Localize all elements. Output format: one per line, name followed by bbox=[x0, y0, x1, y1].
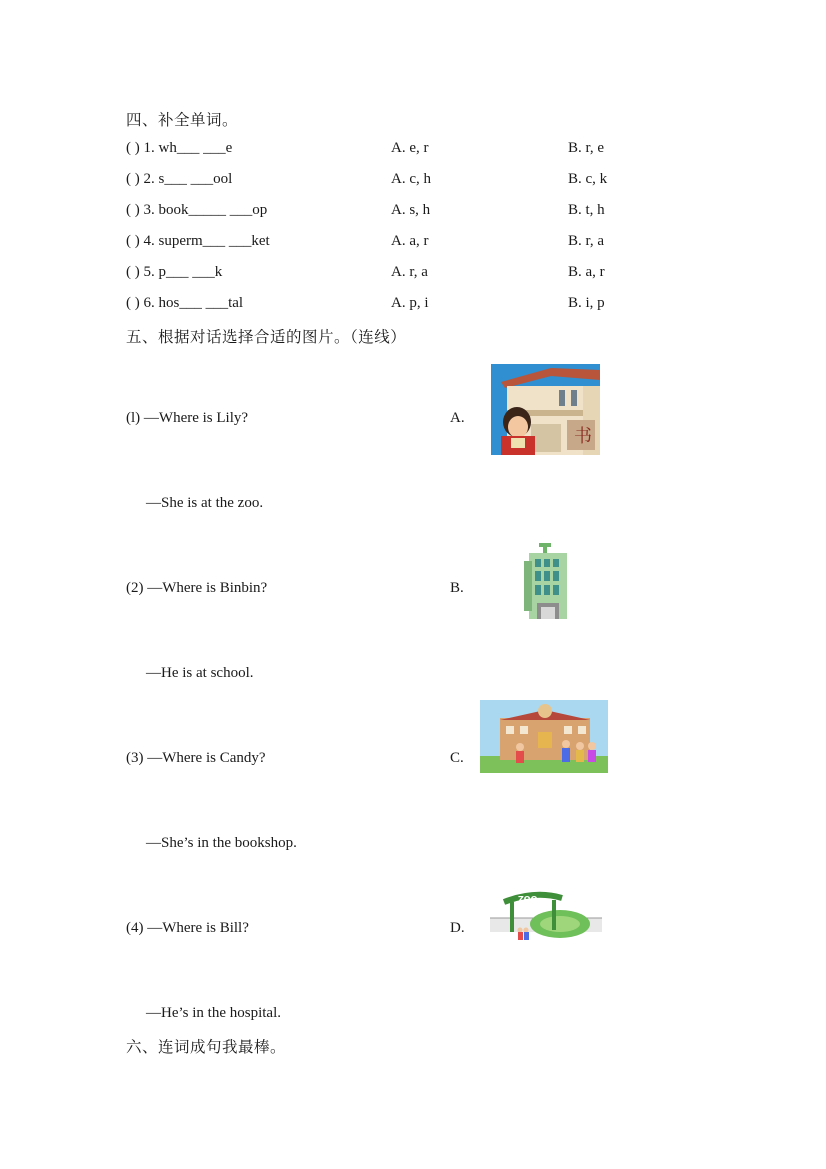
dialog-question: (l) —Where is Lily? bbox=[126, 410, 249, 426]
option-b: B. t, h bbox=[568, 202, 605, 218]
school-picture bbox=[480, 700, 608, 773]
hospital-picture bbox=[521, 543, 569, 619]
dialog-answer: —He is at school. bbox=[146, 665, 254, 681]
dialog-question: (4) —Where is Bill? bbox=[126, 920, 249, 936]
bookshop-picture bbox=[491, 364, 600, 455]
picture-label-c: C. bbox=[450, 750, 464, 766]
fill-question: ( ) 2. s___ ___ool bbox=[126, 171, 233, 187]
option-a: A. p, i bbox=[391, 295, 429, 311]
picture-label-d: D. bbox=[450, 920, 465, 936]
option-a: A. e, r bbox=[391, 140, 429, 156]
option-b: B. a, r bbox=[568, 264, 605, 280]
option-a: A. s, h bbox=[391, 202, 431, 218]
dialog-question: (3) —Where is Candy? bbox=[126, 750, 266, 766]
zoo-sign-text: ZOO bbox=[518, 895, 538, 904]
fill-question: ( ) 3. book_____ ___op bbox=[126, 202, 268, 218]
dialog-question: (2) —Where is Binbin? bbox=[126, 580, 268, 596]
fill-question: ( ) 4. superm___ ___ket bbox=[126, 233, 270, 249]
option-a: A. c, h bbox=[391, 171, 431, 187]
fill-question: ( ) 1. wh___ ___e bbox=[126, 140, 233, 156]
zoo-picture bbox=[490, 890, 602, 944]
option-a: A. r, a bbox=[391, 264, 428, 280]
section4-heading: 四、补全单词。 bbox=[126, 112, 239, 129]
option-b: B. r, e bbox=[568, 140, 605, 156]
svg-text:书: 书 bbox=[574, 426, 592, 447]
fill-question: ( ) 5. p___ ___k bbox=[126, 264, 223, 280]
dialog-answer: —He’s in the hospital. bbox=[146, 1005, 281, 1021]
option-b: B. i, p bbox=[568, 295, 605, 311]
option-b: B. r, a bbox=[568, 233, 605, 249]
section5-heading: 五、根据对话选择合适的图片。（连线） bbox=[126, 329, 407, 346]
picture-label-a: A. bbox=[450, 410, 465, 426]
dialog-answer: —She’s in the bookshop. bbox=[146, 835, 297, 851]
option-a: A. a, r bbox=[391, 233, 429, 249]
dialog-answer: —She is at the zoo. bbox=[146, 495, 264, 511]
fill-question: ( ) 6. hos___ ___tal bbox=[126, 295, 244, 311]
option-b: B. c, k bbox=[568, 171, 608, 187]
section6-heading: 六、连词成句我最棒。 bbox=[126, 1039, 287, 1056]
picture-label-b: B. bbox=[450, 580, 464, 596]
